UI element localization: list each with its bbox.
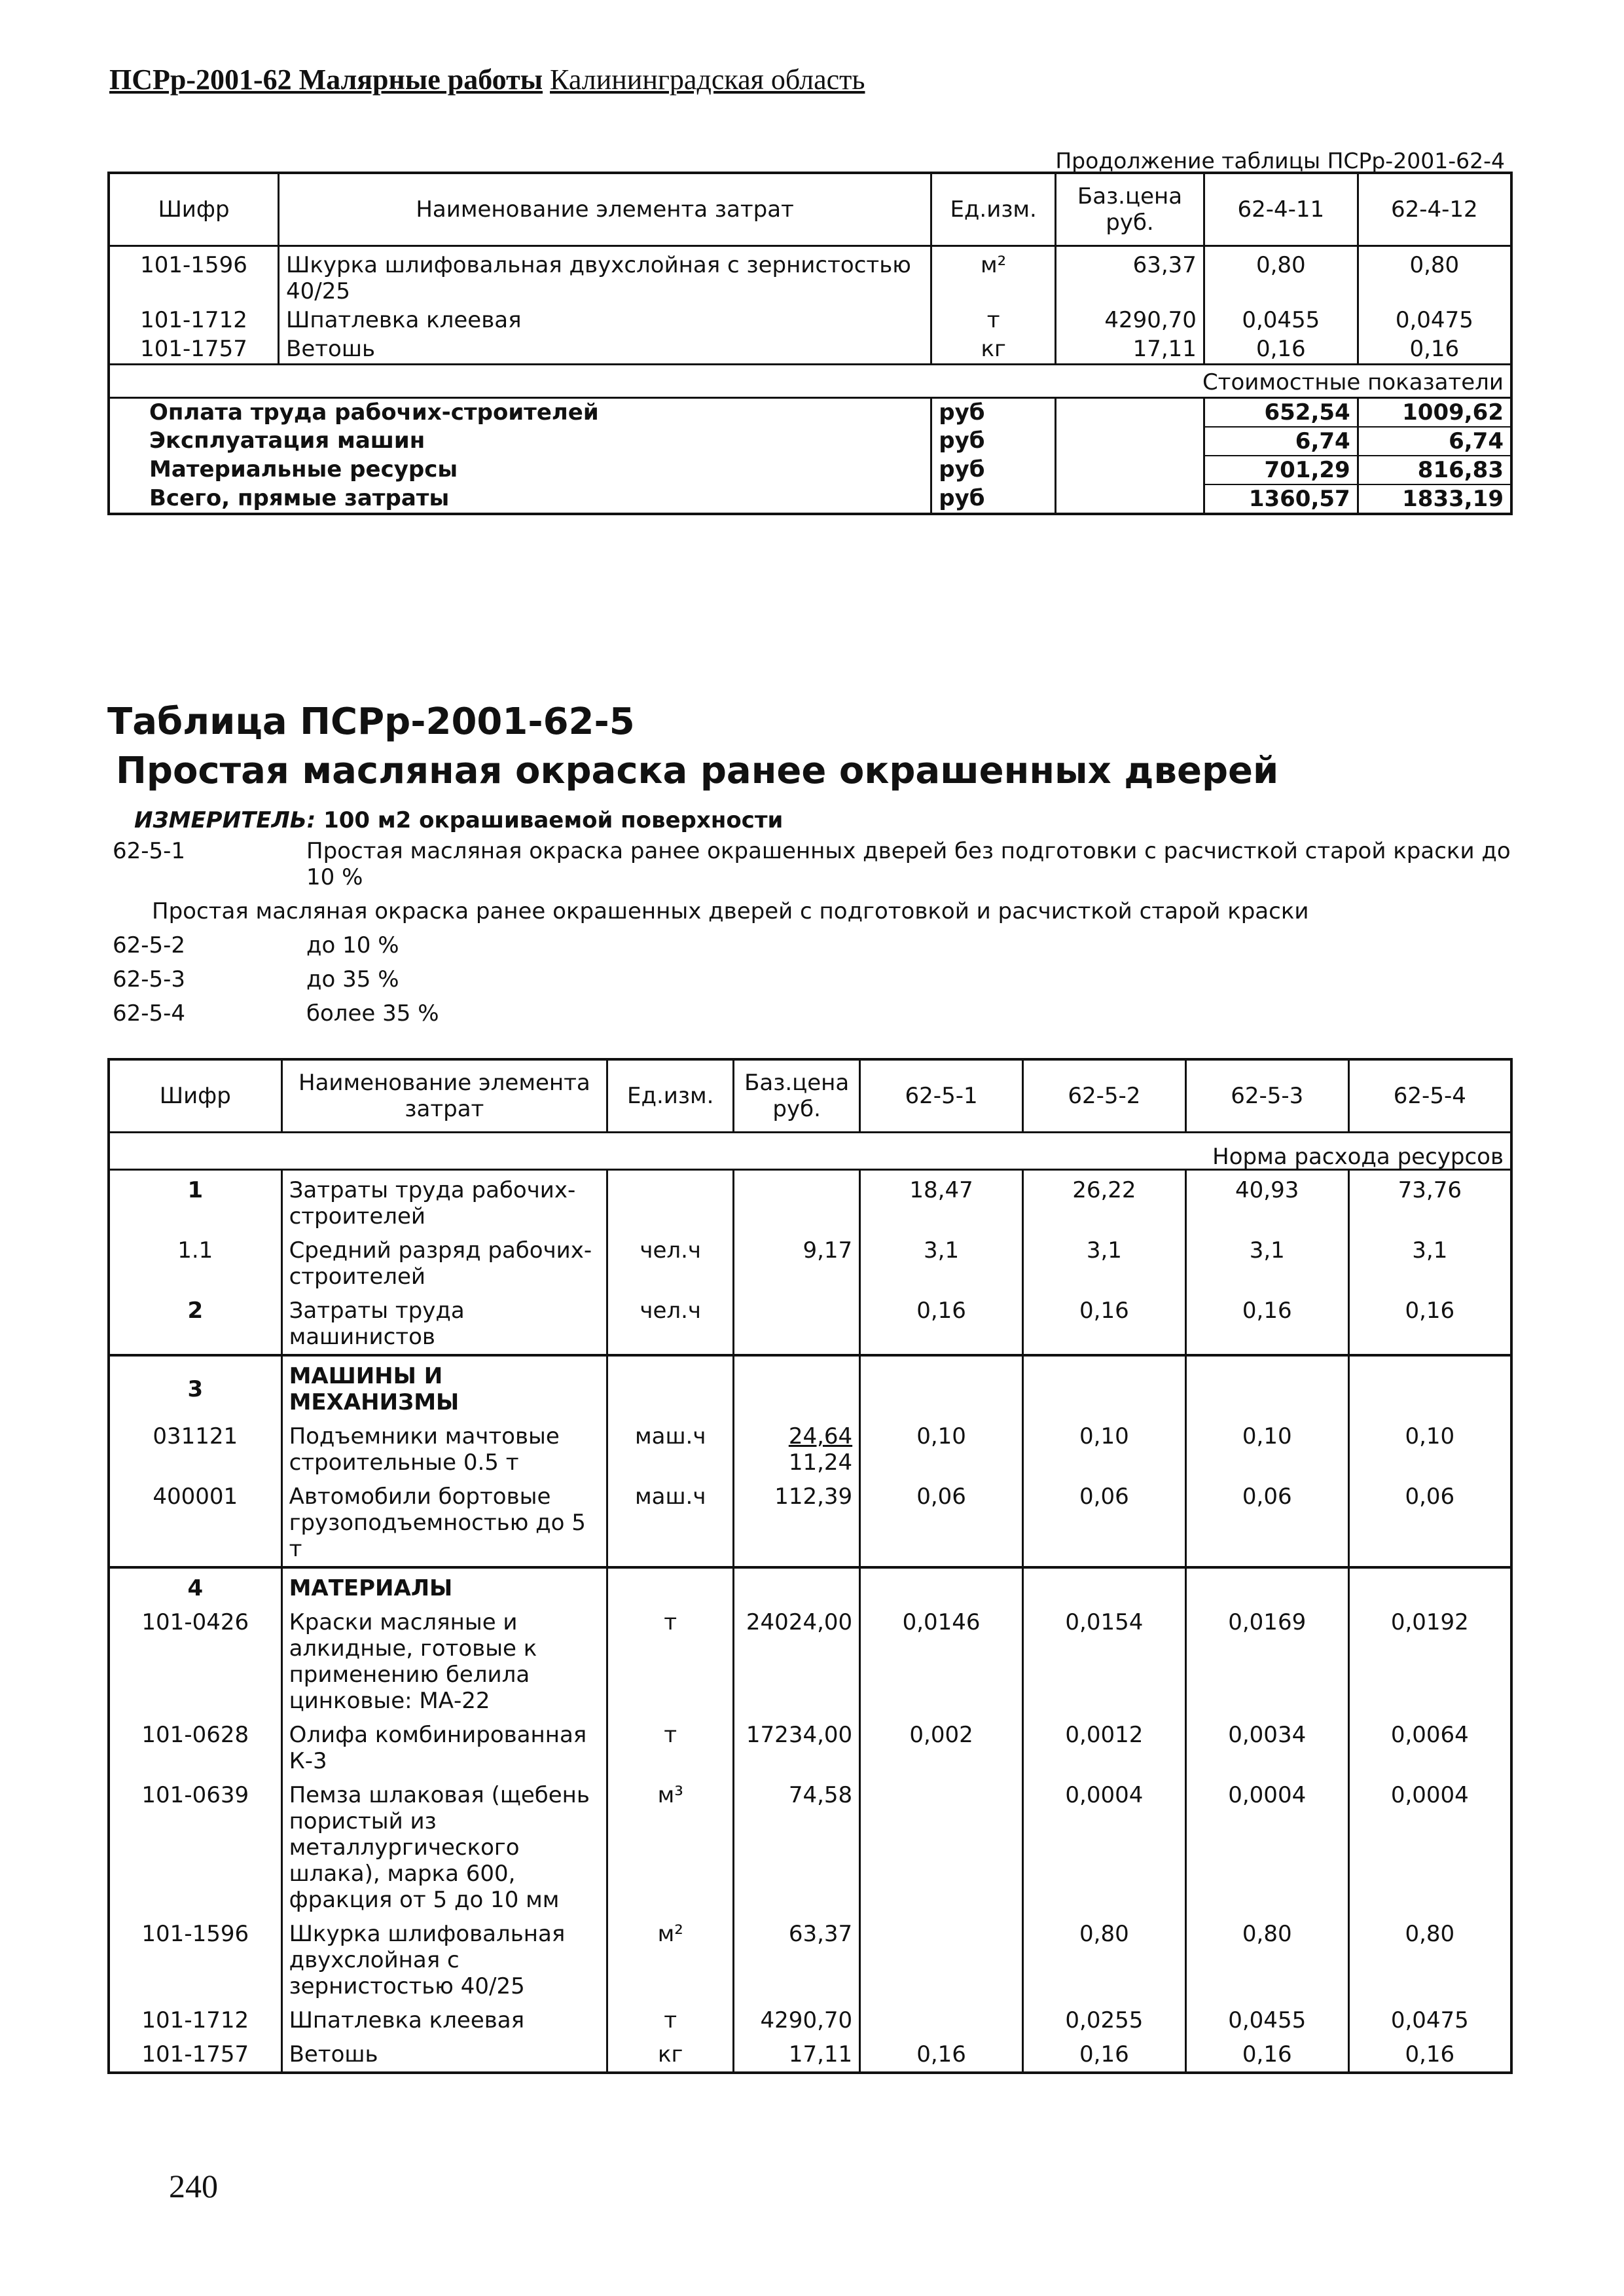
- table-body: [109, 246, 1511, 515]
- norm-heading: Норма расхода ресурсов: [109, 1133, 1511, 1170]
- table-cell-norm: 0,0064: [1348, 1717, 1511, 1777]
- table-cell-code: 2: [109, 1292, 281, 1355]
- table-cell-norm: 3,1: [1022, 1232, 1185, 1292]
- table-cell-norm: 0,0154: [1022, 1604, 1185, 1717]
- table-cell-name: Затраты труда рабочих-строителей: [281, 1170, 607, 1233]
- table-cell-name: Подъемники мачтовые строительные 0.5 т: [281, 1418, 607, 1478]
- table-row: [109, 1604, 1511, 1717]
- table-cell-price: [734, 1170, 860, 1233]
- cost-row: [109, 427, 1511, 456]
- table-cell-price: 63,37: [1056, 246, 1204, 306]
- table-cell-v1: 0,0455: [1204, 306, 1358, 335]
- table-cell-unit: [607, 1355, 734, 1418]
- cost-name: Эксплуатация машин: [149, 428, 425, 454]
- table-cell-norm: 0,80: [1348, 1916, 1511, 2002]
- table-cell-code: 101-1757: [109, 2036, 281, 2073]
- item-code: 62-5-4: [113, 1000, 186, 1027]
- table-row: [109, 1292, 1511, 1355]
- price-value-alt: 11,24: [788, 1449, 853, 1476]
- item-code: 62-5-2: [113, 932, 186, 958]
- table-cell-norm: 0,002: [860, 1717, 1023, 1777]
- table-cell-name: Шпатлевка клеевая: [281, 2002, 607, 2036]
- table-cell-code: 3: [109, 1355, 281, 1418]
- table-cell-name: Шкурка шлифовальная двухслойная с зернистостью 40/25: [281, 1916, 607, 2002]
- table-cell-v1: 0,80: [1204, 246, 1358, 306]
- table-cell-name: Пемза шлаковая (щебень пористый из металлургического шлака), марка 600, фракция от 5 до 10 мм: [281, 1777, 607, 1916]
- cost-value: 1009,62: [1358, 398, 1511, 428]
- cost-value: 1360,57: [1204, 484, 1358, 514]
- col-header: 62-5-4: [1348, 1059, 1511, 1133]
- col-header: 62-5-1: [860, 1059, 1023, 1133]
- table-cell-norm: 0,10: [1348, 1418, 1511, 1478]
- table-cell-unit: чел.ч: [607, 1292, 734, 1355]
- table-row: [109, 306, 1511, 335]
- table-title: Таблица ПСРр-2001-62-5: [107, 701, 635, 743]
- col-header: Шифр: [109, 1059, 281, 1133]
- table-cell-unit: м³: [607, 1777, 734, 1916]
- table-cell-unit: кг: [607, 2036, 734, 2073]
- table-cell-norm: 0,0012: [1022, 1717, 1185, 1777]
- cost-heading: Стоимостные показатели: [109, 365, 1511, 398]
- table-body: [109, 1133, 1511, 2073]
- table-cell-norm: 0,16: [860, 2036, 1023, 2073]
- table-cell-norm: 0,16: [1185, 1292, 1348, 1355]
- table-cell-unit: чел.ч: [607, 1232, 734, 1292]
- table-cell-v2: 0,80: [1358, 246, 1511, 306]
- col-header: 62-5-2: [1022, 1059, 1185, 1133]
- col-header: Ед.изм.: [607, 1059, 734, 1133]
- table-cell-norm: 3,1: [1185, 1232, 1348, 1292]
- table-cell-norm: [1185, 1567, 1348, 1604]
- col-header: Ед.изм.: [931, 173, 1056, 246]
- table-cell-norm: 18,47: [860, 1170, 1023, 1233]
- table-cell-price: [734, 1355, 860, 1418]
- table-cell-unit: [607, 1567, 734, 1604]
- table-cell-code: 101-1712: [109, 306, 279, 335]
- table-cell-norm: 40,93: [1185, 1170, 1348, 1233]
- table-cell-price: [734, 1292, 860, 1355]
- table-cell-norm: [1022, 1567, 1185, 1604]
- table-cell-norm: 0,16: [1348, 2036, 1511, 2073]
- table-cell-price: [734, 1478, 860, 1567]
- table-cell-norm: 0,16: [860, 1292, 1023, 1355]
- item-code: 62-5-1: [113, 838, 186, 864]
- table-cell-unit: [607, 1170, 734, 1233]
- table-cell-code: 4: [109, 1567, 281, 1604]
- col-header: 62-4-11: [1204, 173, 1358, 246]
- table-cell-norm: [860, 1777, 1023, 1916]
- table-cell-name: Ветошь: [279, 335, 931, 365]
- table-cell-price: [734, 1567, 860, 1604]
- cost-value: 816,83: [1358, 456, 1511, 484]
- table-cell-price: [734, 1916, 860, 2002]
- table-row: [109, 335, 1511, 365]
- table-row: [109, 1916, 1511, 2002]
- resource-table-62-5: [107, 1058, 1513, 2074]
- table-cell-norm: 0,16: [1022, 2036, 1185, 2073]
- table-row: [109, 246, 1511, 306]
- cost-price: [1056, 456, 1204, 484]
- table-cell-price: [734, 1717, 860, 1777]
- col-header: Баз.цена руб.: [1056, 173, 1204, 246]
- table-cell-price: [734, 1418, 860, 1478]
- item-text: до 35 %: [306, 966, 399, 993]
- table-cell-unit: т: [607, 2002, 734, 2036]
- table-cell-price: 4290,70: [1056, 306, 1204, 335]
- cost-name: Оплата труда рабочих-строителей: [149, 399, 599, 426]
- table-cell-code: 101-0639: [109, 1777, 281, 1916]
- table-cell-code: 101-1757: [109, 335, 279, 365]
- table-cell-norm: 0,0004: [1185, 1777, 1348, 1916]
- table-cell-price: [734, 2002, 860, 2036]
- list-item: [113, 838, 1513, 890]
- table-cell-code: 1: [109, 1170, 281, 1233]
- header-code: ПСРр-2001-62 Малярные работы: [109, 64, 543, 96]
- norm-heading-row: [109, 1133, 1511, 1170]
- header-region: Калининградская область: [550, 64, 865, 96]
- table-cell-norm: 0,06: [1348, 1478, 1511, 1567]
- table-cell-unit: маш.ч: [607, 1478, 734, 1567]
- table-cell-norm: 26,22: [1022, 1170, 1185, 1233]
- table-cell-norm: 0,0169: [1185, 1604, 1348, 1717]
- cost-name: Материальные ресурсы: [149, 456, 458, 483]
- price-value: 74,58: [788, 1782, 853, 1808]
- cost-unit: руб: [931, 456, 1056, 484]
- measure-line: [134, 807, 783, 833]
- table-cell-price: [734, 2036, 860, 2073]
- table-cell-v1: 0,16: [1204, 335, 1358, 365]
- table-cell-unit: маш.ч: [607, 1418, 734, 1478]
- cost-value: 652,54: [1204, 398, 1358, 428]
- cost-price: [1056, 398, 1204, 428]
- table-cell-v2: 0,0475: [1358, 306, 1511, 335]
- col-header: Баз.цена руб.: [734, 1059, 860, 1133]
- cost-price: [1056, 427, 1204, 456]
- table-cell-norm: 0,0192: [1348, 1604, 1511, 1717]
- cost-heading-row: [109, 365, 1511, 398]
- col-header: Наименование элемента затрат: [281, 1059, 607, 1133]
- page-number: 240: [169, 2168, 218, 2204]
- table-cell-name: Шпатлевка клеевая: [279, 306, 931, 335]
- table-cell-name: Средний разряд рабочих-строителей: [281, 1232, 607, 1292]
- table-cell-norm: 0,0255: [1022, 2002, 1185, 2036]
- table-cell-norm: 0,0146: [860, 1604, 1023, 1717]
- table-cell-norm: [860, 2002, 1023, 2036]
- table-cell-name: Автомобили бортовые грузоподъемностью до 5 т: [281, 1478, 607, 1567]
- item-code: 62-5-3: [113, 966, 186, 993]
- table-cell-norm: 3,1: [860, 1232, 1023, 1292]
- cost-unit: руб: [931, 398, 1056, 428]
- table-cell-norm: 0,0004: [1348, 1777, 1511, 1916]
- table-cell-norm: 0,80: [1185, 1916, 1348, 2002]
- cost-row: [109, 456, 1511, 484]
- table-cell-norm: [860, 1567, 1023, 1604]
- price-value: 24024,00: [746, 1609, 853, 1635]
- table-cell-norm: 0,0004: [1022, 1777, 1185, 1916]
- table-cell-norm: 0,0034: [1185, 1717, 1348, 1777]
- table-row: [109, 2036, 1511, 2073]
- table-cell-norm: 0,10: [1022, 1418, 1185, 1478]
- table-cell-norm: [1185, 1355, 1348, 1418]
- table-cell-norm: [1348, 1567, 1511, 1604]
- table-cell-norm: 0,10: [860, 1418, 1023, 1478]
- table-row: [109, 1478, 1511, 1567]
- table-cell-norm: 0,16: [1185, 2036, 1348, 2073]
- table-continuation-note: Продолжение таблицы ПСРр-2001-62-4: [1055, 148, 1505, 173]
- item-text: до 10 %: [306, 932, 399, 958]
- table-cell-name: МАШИНЫ И МЕХАНИЗМЫ: [281, 1355, 607, 1418]
- cost-value: 6,74: [1358, 427, 1511, 456]
- table-row: [109, 1355, 1511, 1418]
- table-cell-price: [734, 1777, 860, 1916]
- table-cell-norm: 0,0475: [1348, 2002, 1511, 2036]
- table-cell-name: Краски масляные и алкидные, готовые к применению белила цинковые: МА-22: [281, 1604, 607, 1717]
- table-cell-name: Затраты труда машинистов: [281, 1292, 607, 1355]
- table-cell-norm: 0,06: [1022, 1478, 1185, 1567]
- table-cell-norm: 0,06: [1185, 1478, 1348, 1567]
- table-cell-name: МАТЕРИАЛЫ: [281, 1567, 607, 1604]
- cost-name: Всего, прямые затраты: [149, 485, 450, 511]
- table-cell-norm: [1022, 1355, 1185, 1418]
- table-cell-code: 101-1712: [109, 2002, 281, 2036]
- running-header: [109, 63, 865, 96]
- table-row: [109, 1170, 1511, 1233]
- cost-value: 6,74: [1204, 427, 1358, 456]
- table-cell-norm: 0,80: [1022, 1916, 1185, 2002]
- table-row: [109, 1777, 1511, 1916]
- table-row: [109, 1418, 1511, 1478]
- table-cell-norm: [860, 1355, 1023, 1418]
- cost-row: [109, 398, 1511, 428]
- table-cell-code: 101-0628: [109, 1717, 281, 1777]
- item-text: более 35 %: [306, 1000, 439, 1027]
- cost-unit: руб: [931, 427, 1056, 456]
- table-cell-code: 031121: [109, 1418, 281, 1478]
- table-row: [109, 1717, 1511, 1777]
- price-value: 24,64: [788, 1423, 853, 1449]
- col-header: 62-5-3: [1185, 1059, 1348, 1133]
- table-cell-norm: 0,06: [860, 1478, 1023, 1567]
- table-cell-norm: [860, 1916, 1023, 2002]
- list-item: [113, 966, 1513, 993]
- measure-label: ИЗМЕРИТЕЛЬ:: [134, 807, 316, 833]
- table-header-row: [109, 1059, 1511, 1133]
- table-cell-price: [734, 1232, 860, 1292]
- cost-unit: руб: [931, 484, 1056, 514]
- table-cell-code: 101-1596: [109, 1916, 281, 2002]
- cost-price: [1056, 484, 1204, 514]
- resource-table-62-4: [107, 172, 1513, 515]
- table-cell-norm: 3,1: [1348, 1232, 1511, 1292]
- col-header: 62-4-12: [1358, 173, 1511, 246]
- table-row: [109, 1567, 1511, 1604]
- cost-value: 1833,19: [1358, 484, 1511, 514]
- table-cell-name: Олифа комбинированная К-3: [281, 1717, 607, 1777]
- table-cell-code: 400001: [109, 1478, 281, 1567]
- item-text: Простая масляная окраска ранее окрашенных дверей без подготовки с расчисткой старой краски до 10 %: [306, 838, 1511, 890]
- table-cell-price: 17,11: [1056, 335, 1204, 365]
- price-value: 17234,00: [746, 1722, 853, 1748]
- price-value: 112,39: [774, 1484, 853, 1510]
- table-subtitle: Простая масляная окраска ранее окрашенных дверей: [116, 750, 1279, 792]
- table-cell-norm: 0,16: [1022, 1292, 1185, 1355]
- table-cell-unit: м²: [607, 1916, 734, 2002]
- table-cell-name: Шкурка шлифовальная двухслойная с зернистостью 40/25: [279, 246, 931, 306]
- table-cell-norm: 0,10: [1185, 1418, 1348, 1478]
- col-header: Наименование элемента затрат: [279, 173, 931, 246]
- cost-value: 701,29: [1204, 456, 1358, 484]
- col-header: Шифр: [109, 173, 279, 246]
- table-cell-unit: кг: [931, 335, 1056, 365]
- table-cell-unit: т: [931, 306, 1056, 335]
- table-cell-unit: м²: [931, 246, 1056, 306]
- price-value: 17,11: [788, 2041, 853, 2068]
- item-list: [113, 838, 1513, 1027]
- group-text: Простая масляная окраска ранее окрашенных дверей с подготовкой и расчисткой старой краски: [152, 898, 1309, 924]
- table-cell-price: [734, 1604, 860, 1717]
- table-header-row: [109, 173, 1511, 246]
- price-value: 9,17: [803, 1237, 853, 1264]
- table-cell-norm: 73,76: [1348, 1170, 1511, 1233]
- table-row: [109, 1232, 1511, 1292]
- table-cell-code: 1.1: [109, 1232, 281, 1292]
- table-cell-unit: т: [607, 1717, 734, 1777]
- table-cell-code: 101-1596: [109, 246, 279, 306]
- price-value: 4290,70: [760, 2007, 853, 2033]
- table-cell-code: 101-0426: [109, 1604, 281, 1717]
- cost-row: [109, 484, 1511, 514]
- table-cell-norm: [1348, 1355, 1511, 1418]
- table-row: [109, 2002, 1511, 2036]
- measure-value: 100 м2 окрашиваемой поверхности: [323, 807, 784, 833]
- list-item: [113, 932, 1513, 958]
- table-cell-norm: 0,0455: [1185, 2002, 1348, 2036]
- table-cell-v2: 0,16: [1358, 335, 1511, 365]
- price-value: 63,37: [788, 1921, 853, 1947]
- table-cell-unit: т: [607, 1604, 734, 1717]
- table-cell-name: Ветошь: [281, 2036, 607, 2073]
- table-cell-norm: 0,16: [1348, 1292, 1511, 1355]
- list-item: [113, 1000, 1513, 1027]
